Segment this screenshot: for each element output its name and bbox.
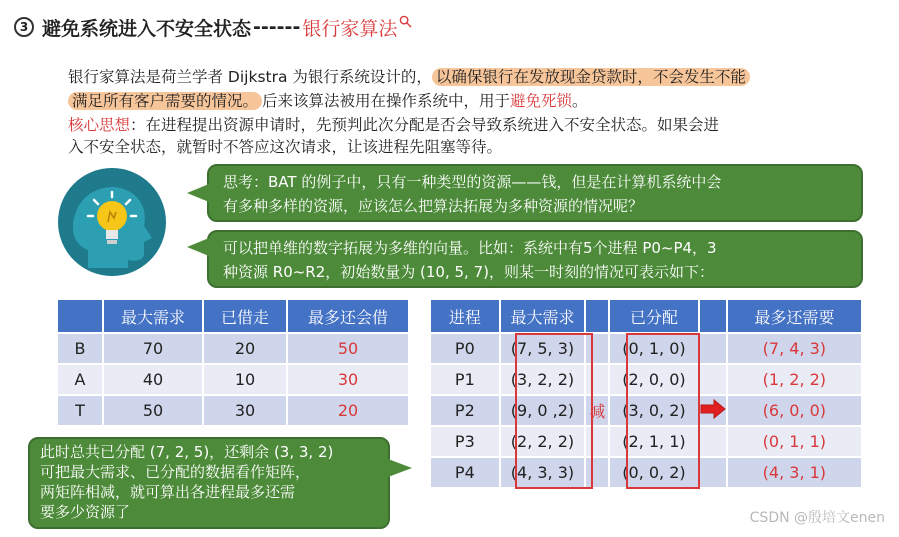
table-cell: (0, 0, 2) [610,456,700,487]
table-cell: (2, 0, 0) [610,363,700,394]
table-cell: B [58,332,104,363]
table-cell: (3, 0, 2) [610,394,700,425]
table-cell: (7, 4, 3) [728,332,861,363]
avoid-deadlock-text: 避免死锁 [510,92,573,110]
intro-line-4 [68,136,502,158]
process-id: P0 [431,332,501,363]
table-cell [700,363,728,394]
csdn-watermark: CSDN @殷培文enen [749,510,885,526]
process-id: P3 [431,425,501,456]
bat-header-cell [58,300,104,332]
table-cell: 50 [288,332,408,363]
bubble-line: 要多少资源了 [40,503,131,521]
table-cell: 40 [104,363,204,394]
table-cell: (2, 1, 1) [610,425,700,456]
table-cell [700,332,728,363]
arrow-cell [700,394,728,425]
table-cell: (0, 1, 1) [728,425,861,456]
table-cell: (3, 2, 2) [501,363,587,394]
table-cell: 20 [204,332,288,363]
table-cell [700,425,728,456]
table-cell: (2, 2, 2) [501,425,587,456]
bubble-line: 种资源 R0~R2，初始数量为 (10, 5, 7)，则某一时刻的情况可表示如下： [223,263,714,281]
highlight-text: 满足所有客户需要的情况。 [68,92,262,110]
table-cell: (7, 5, 3) [501,332,587,363]
bubble-line: 思考：BAT 的例子中，只有一种类型的资源——钱，但是在计算机系统中会 [223,173,722,191]
section-heading [14,12,412,42]
section-title: 避免系统进入不安全状态 [42,17,252,40]
bankers-algorithm-link[interactable]: 银行家算法 [302,17,398,40]
process-header-cell [586,300,610,332]
intro-text: 。 [572,92,588,110]
table-cell: 10 [204,363,288,394]
table-cell: (9, 0 ,2) [501,394,587,425]
head-lightbulb-icon [58,168,166,276]
table-cell: 20 [288,394,408,425]
bubble-line: 可把最大需求、已分配的数据看作矩阵， [40,463,311,481]
table-row [58,332,408,363]
core-idea-label: 核心思想 [68,116,131,134]
table-cell: (1, 2, 2) [728,363,861,394]
table-cell: (0, 1, 0) [610,332,700,363]
table-cell [700,456,728,487]
intro-text: 入不安全状态，就暂时不答应这次请求，让该进程先阻塞等待。 [68,138,503,156]
intro-text: 后来该算法被用在操作系统中，用于 [262,92,511,110]
process-header-cell [700,300,728,332]
table-cell: 50 [104,394,204,425]
process-id: P1 [431,363,501,394]
thinking-bubble [207,164,863,222]
allocated-matrix-box [626,333,700,489]
table-cell: T [58,394,104,425]
process-header-cell: 最多还需要 [728,300,861,332]
bubble-line: 此时总共已分配 (7, 2, 5)，还剩余 (3, 3, 2) [40,443,334,461]
process-header-cell: 进程 [431,300,501,332]
table-cell: (6, 0, 0) [728,394,861,425]
process-id: P4 [431,456,501,487]
table-row [58,363,408,394]
highlight-text: 以确保银行在发放现金贷款时，不会发生不能 [432,68,750,86]
heading-dashes: ------ [253,16,301,38]
table-cell: 30 [204,394,288,425]
summary-bubble [28,437,390,529]
bubble-line: 有多种多样的资源，应该怎么把算法拓展为多种资源的情况呢？ [223,197,644,215]
bat-table [58,300,408,425]
max-need-matrix-box [515,333,593,489]
bat-header-cell: 最多还会借 [288,300,408,332]
answer-bubble [207,230,863,288]
table-cell: A [58,363,104,394]
table-cell: 30 [288,363,408,394]
intro-text: 银行家算法是荷兰学者 Dijkstra 为银行系统设计的， [68,68,432,86]
intro-text: ：在进程提出资源申请时，先预判此次分配是否会导致系统进入不安全状态。如果会进 [130,116,720,134]
bubble-line: 可以把单维的数字拓展为多维的向量。比如：系统中有5个进程 P0~P4，3 [223,239,717,257]
intro-line-3 [68,114,719,136]
bat-header-cell: 最大需求 [104,300,204,332]
table-cell: 70 [104,332,204,363]
minus-label: 减 [586,394,610,425]
process-id: P2 [431,394,501,425]
table-cell: (4, 3, 3) [501,456,587,487]
intro-line-2 [68,90,588,112]
table-cell: (4, 3, 1) [728,456,861,487]
intro-line-1 [68,66,750,88]
process-header-cell: 已分配 [610,300,700,332]
bubble-line: 两矩阵相减，就可算出各进程最多还需 [40,483,296,501]
table-row [58,394,408,425]
section-number: 3 [14,17,34,37]
search-icon[interactable] [399,15,412,28]
process-header-cell: 最大需求 [501,300,587,332]
bat-header-cell: 已借走 [204,300,288,332]
right-arrow-icon [700,399,726,419]
